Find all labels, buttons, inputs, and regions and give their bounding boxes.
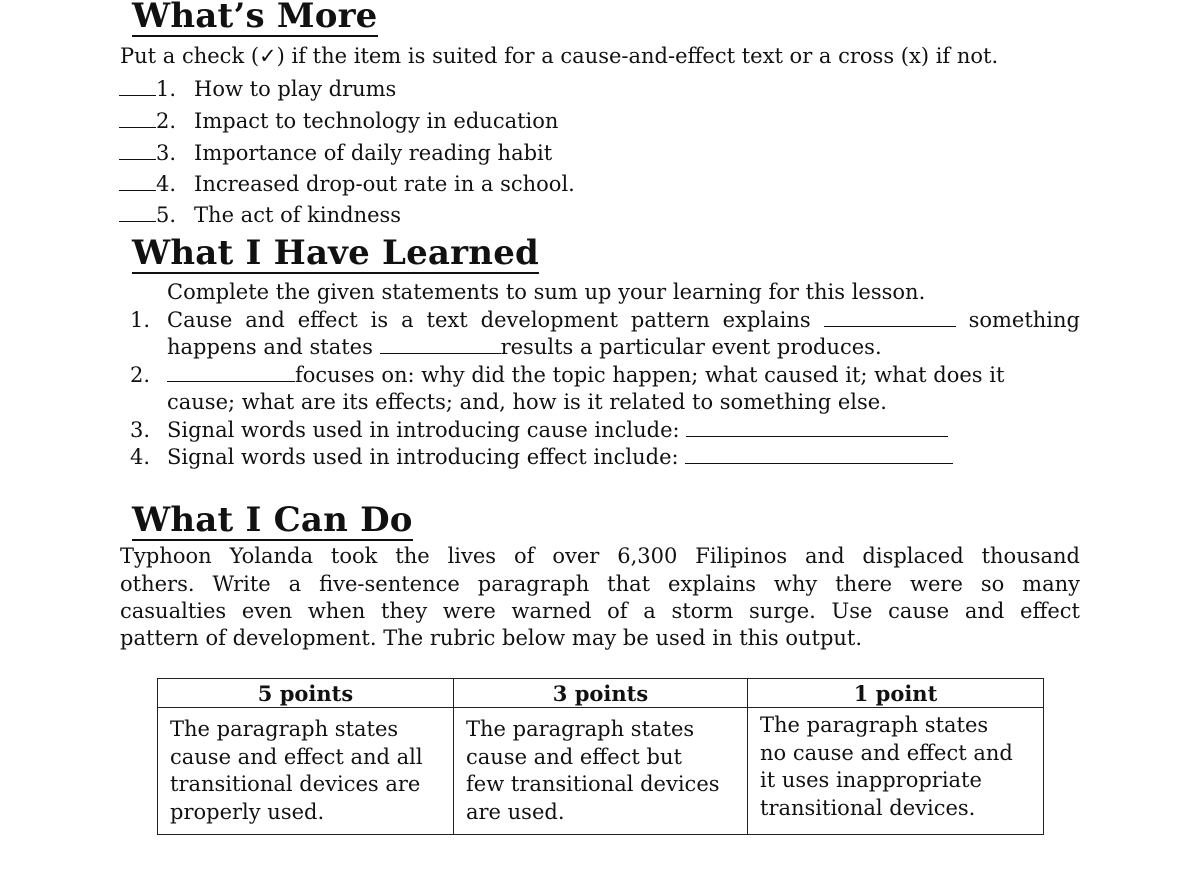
cell-line: cause and effect but: [466, 744, 682, 769]
statement-number: 2.: [130, 363, 151, 387]
list-item: [119, 202, 401, 228]
answer-blank[interactable]: [119, 141, 156, 160]
statement-number: 1.: [130, 308, 151, 332]
instruction-text: Put a check (✓) if the item is suited for a cause-and-effect text or a cross (x) if not.: [120, 44, 999, 68]
list-item: [119, 76, 396, 102]
cell-line: cause and effect and all: [170, 744, 423, 769]
item-text: Increased drop-out rate in a school.: [194, 172, 575, 196]
statement-2-line-2: cause; what are its effects; and, how is it related to something else.: [167, 390, 887, 414]
cell-line: The paragraph states: [170, 717, 399, 741]
rubric-row: [158, 708, 1044, 835]
statement-text: something: [968, 308, 1080, 332]
item-text: Importance of daily reading habit: [194, 141, 553, 165]
paragraph-line: others. Write a five-sentence paragraph that explains why there were so many: [120, 572, 1080, 596]
statement-number: 3.: [130, 418, 151, 442]
cell-line: The paragraph states: [760, 713, 989, 737]
answer-blank[interactable]: [167, 363, 295, 382]
answer-blank[interactable]: [824, 308, 956, 327]
answer-blank[interactable]: [119, 203, 156, 222]
cell-line: few transitional devices: [466, 772, 720, 796]
statement-1-line-2: [167, 334, 882, 360]
rubric-header-3-points: 3 points: [454, 679, 748, 708]
item-text: Impact to technology in education: [194, 109, 559, 133]
paragraph-line: pattern of development. The rubric below may be used in this output.: [120, 626, 863, 650]
statement-text: happens and states: [167, 335, 373, 359]
item-text: The act of kindness: [194, 203, 402, 227]
section-heading-whats-more: What’s More: [132, 0, 378, 36]
section-heading-what-i-have-learned: What I Have Learned: [132, 233, 540, 273]
statement-text: Cause and effect is a text development pattern explains: [167, 308, 811, 332]
item-number: 4.: [156, 172, 177, 196]
rubric-header-1-point: 1 point: [748, 679, 1044, 708]
answer-blank[interactable]: [685, 445, 953, 464]
rubric-header-row: [158, 679, 1044, 708]
statement-1-line-1: [167, 307, 1080, 333]
answer-blank[interactable]: [686, 418, 948, 437]
statement-2-line-1: [167, 362, 1004, 388]
answer-blank[interactable]: [119, 172, 156, 191]
item-number: 1.: [156, 77, 177, 101]
cell-line: are used.: [466, 799, 565, 824]
statement-3: [167, 417, 948, 443]
list-item: [119, 140, 552, 166]
cell-line: no cause and effect and: [760, 740, 1013, 765]
cell-line: The paragraph states: [466, 717, 695, 741]
cell-line: it uses inappropriate: [760, 768, 982, 792]
rubric-cell-5-points: [158, 708, 454, 835]
paragraph-line: Typhoon Yolanda took the lives of over 6,300 Filipinos and displaced thousand: [120, 544, 1080, 568]
statement-text: Signal words used in introducing cause include:: [167, 418, 680, 442]
list-item: [119, 108, 558, 134]
statement-4: [167, 444, 953, 470]
rubric-cell-1-point: [748, 708, 1044, 835]
list-item: [119, 171, 575, 197]
statement-text: Signal words used in introducing effect include:: [167, 445, 679, 469]
statement-text: focuses on: why did the topic happen; what caused it; what does it: [295, 363, 1005, 387]
item-number: 2.: [156, 109, 177, 133]
answer-blank[interactable]: [119, 109, 156, 128]
answer-blank[interactable]: [380, 335, 501, 354]
cell-line: transitional devices.: [760, 795, 976, 820]
paragraph-line: casualties even when they were warned of a storm surge. Use cause and effect: [120, 599, 1080, 623]
rubric-cell-3-points: [454, 708, 748, 835]
item-text: How to play drums: [194, 77, 397, 101]
cell-line: properly used.: [170, 799, 325, 824]
item-number: 3.: [156, 141, 177, 165]
section-heading-what-i-can-do: What I Can Do: [132, 500, 413, 540]
item-number: 5.: [156, 203, 177, 227]
rubric-header-5-points: 5 points: [158, 679, 454, 708]
statement-text: results a particular event produces.: [500, 335, 882, 359]
intro-text: Complete the given statements to sum up your learning for this lesson.: [167, 280, 926, 304]
statement-number: 4.: [130, 445, 151, 469]
cell-line: transitional devices are: [170, 772, 421, 796]
rubric-table: [157, 678, 1044, 835]
answer-blank[interactable]: [119, 77, 156, 96]
